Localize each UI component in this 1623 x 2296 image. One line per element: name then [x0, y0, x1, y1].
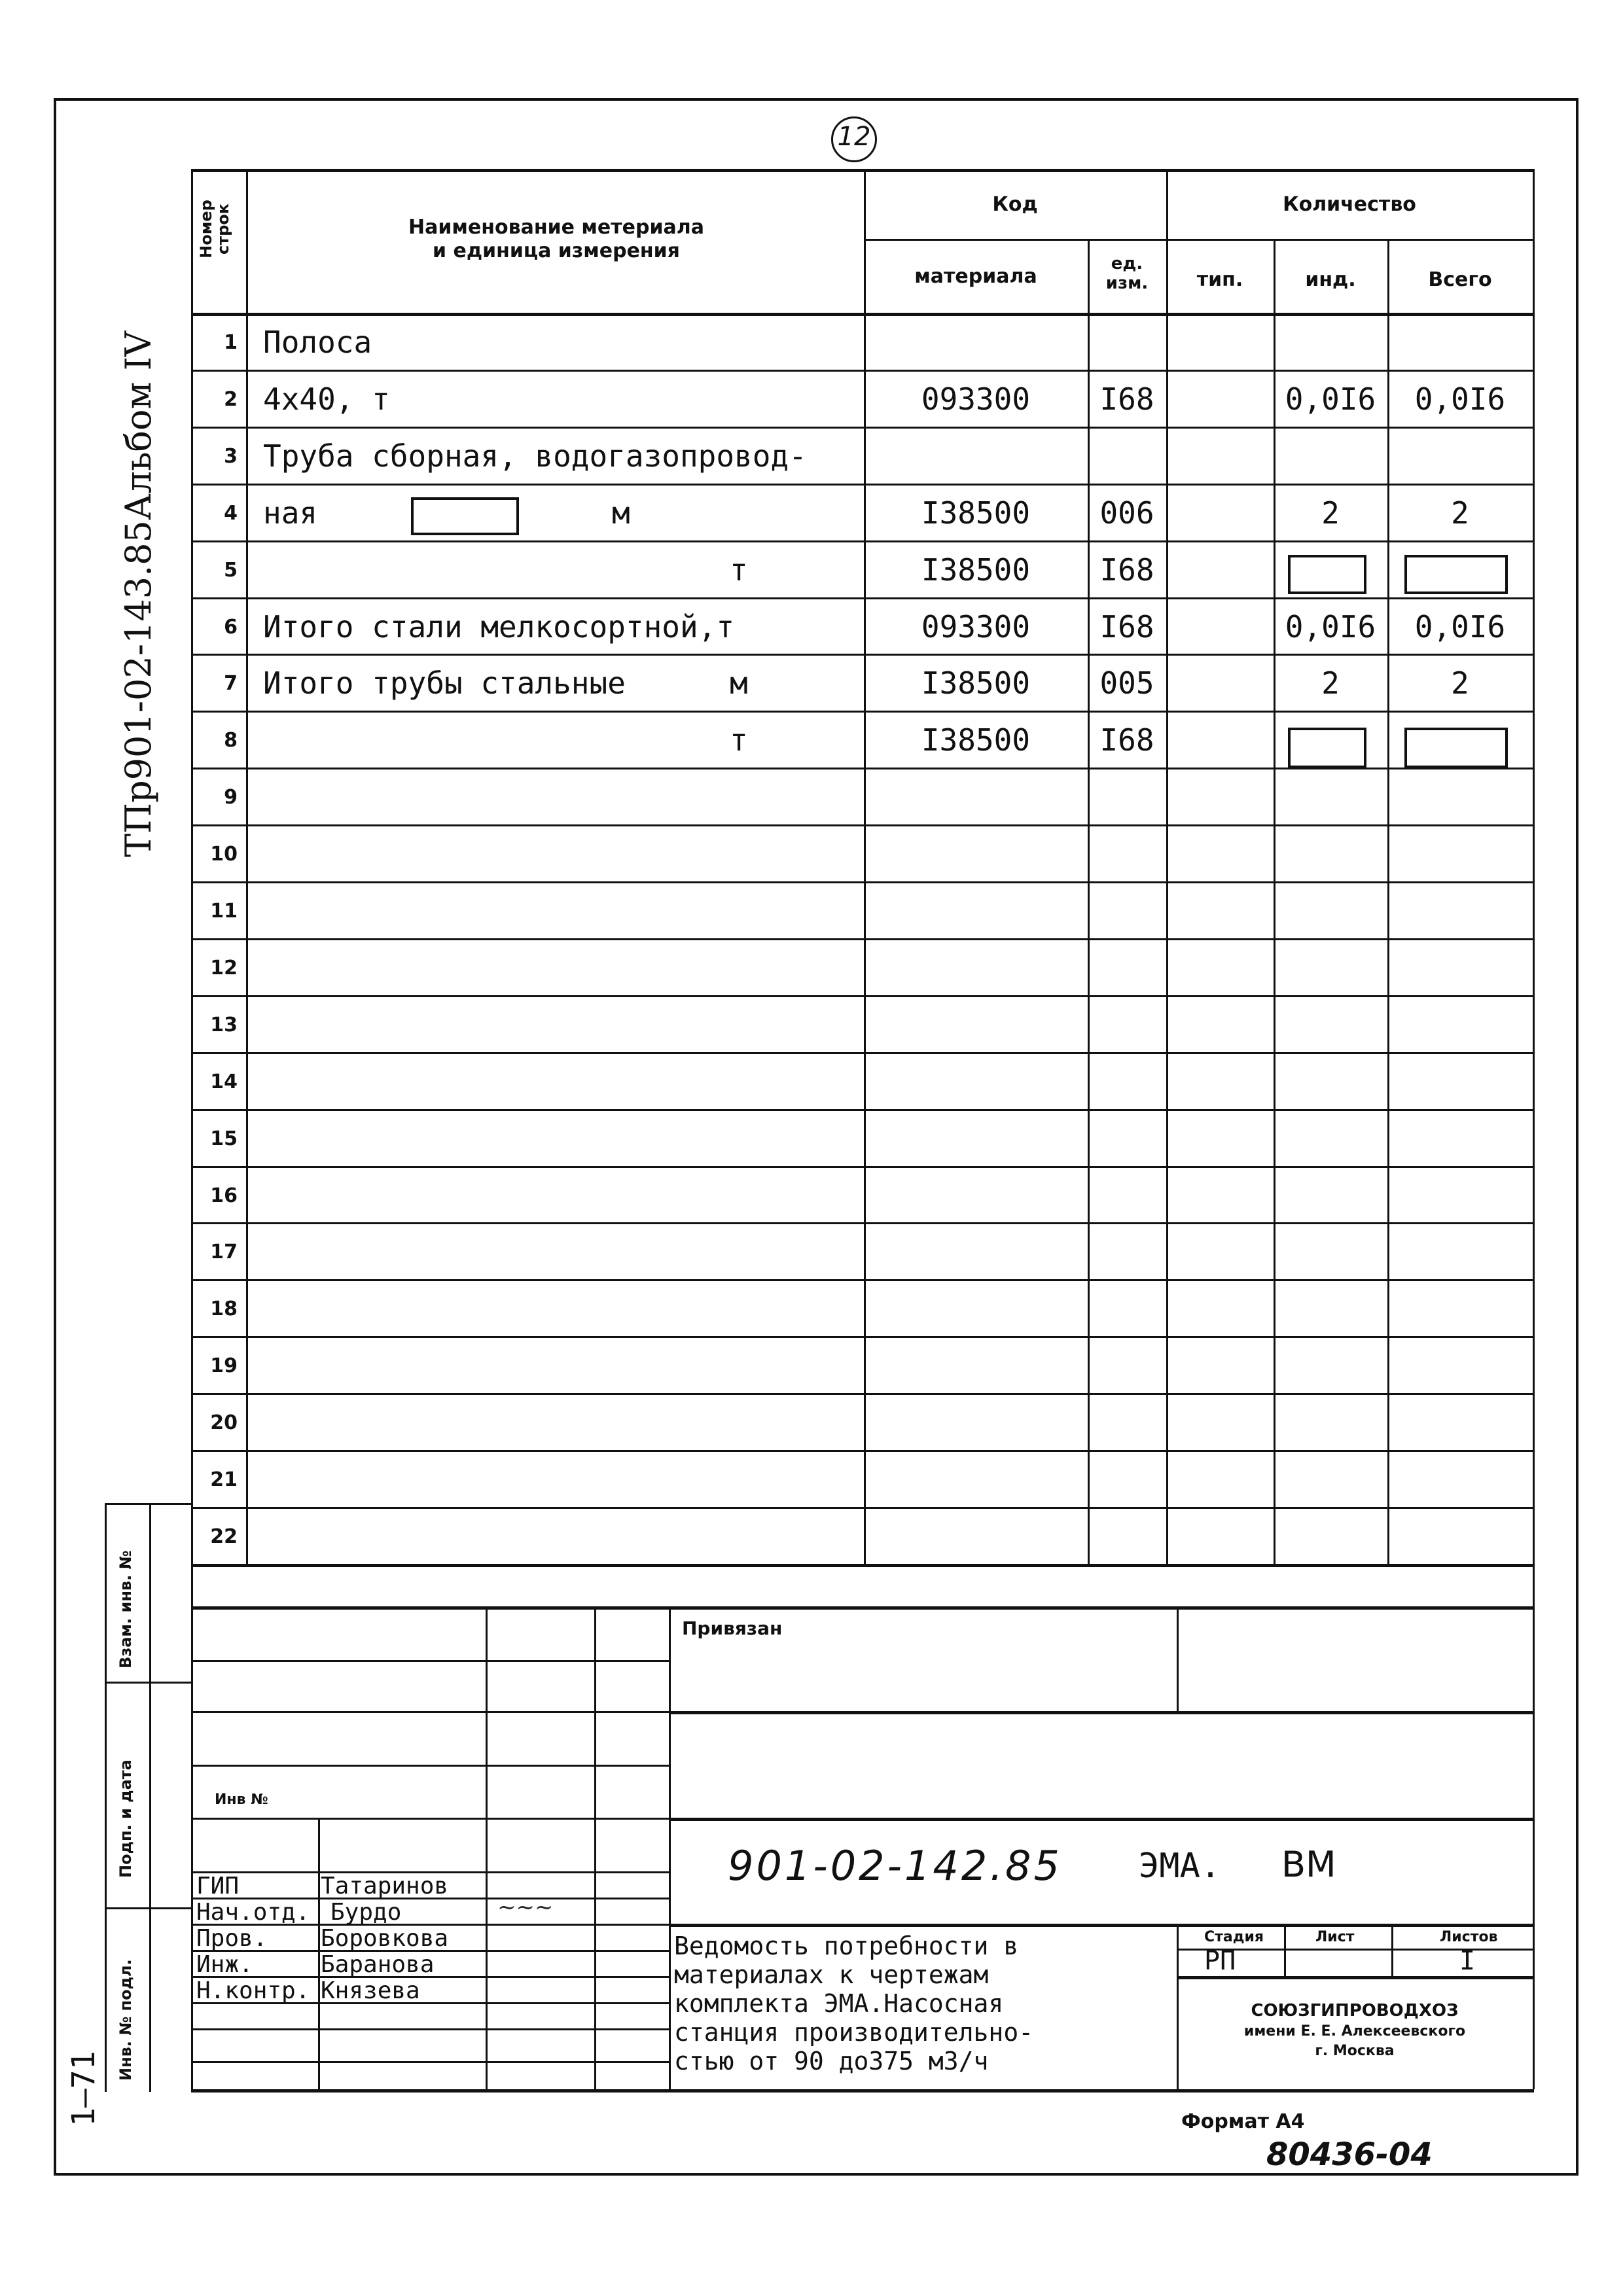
- row-separator: [191, 597, 1533, 599]
- tb-left-row-line: [191, 2028, 669, 2030]
- row-ind: 2: [1321, 495, 1340, 531]
- header-row-no: Номер строк: [197, 200, 232, 258]
- row-number: 5: [224, 558, 238, 582]
- tb-bottom-line: [191, 2089, 1534, 2093]
- row-separator: [191, 654, 1533, 656]
- row-number: 16: [210, 1184, 238, 1207]
- row-number: 6: [224, 615, 238, 639]
- empty-box-row4-name: [411, 497, 519, 535]
- side-strip-div2: [105, 1907, 191, 1909]
- org-line-2: имени Е. Е. Алексеевского: [1243, 2023, 1466, 2040]
- row-ind: 2: [1321, 665, 1340, 701]
- header-code-material: материала: [914, 265, 1037, 288]
- row-number: 13: [210, 1013, 238, 1036]
- row-separator: [191, 1222, 1533, 1224]
- tb-left-row-line: [191, 1818, 669, 1820]
- role-title: ГИП: [196, 1873, 240, 1899]
- row-number: 12: [210, 956, 238, 980]
- row-ind: 0,0I6: [1285, 381, 1376, 417]
- row-number: 18: [210, 1298, 238, 1321]
- tb-col-split: [1177, 1606, 1179, 1711]
- row-separator: [191, 427, 1533, 429]
- row-number: 11: [210, 900, 238, 923]
- header-name: Наименование метериала и единица измерения: [408, 216, 704, 262]
- table-top-line: [191, 169, 1534, 172]
- org-line-3: г. Москва: [1315, 2043, 1395, 2059]
- row-separator: [191, 881, 1533, 883]
- header-quantity: Количество: [1283, 193, 1416, 216]
- row-unit-label: м: [730, 665, 748, 701]
- row-number: 9: [224, 786, 238, 809]
- role-title: Нач.отд.: [196, 1899, 310, 1926]
- row-separator: [191, 711, 1533, 713]
- sheets-label: Листов: [1440, 1929, 1498, 1945]
- col-line-material: [1088, 239, 1090, 1566]
- row-separator: [191, 1109, 1533, 1111]
- tb-col-a: [486, 1606, 488, 2089]
- col-line-name: [864, 169, 866, 1566]
- row-name: Итого стали мелкосортной,т: [263, 609, 735, 645]
- row-separator: [191, 540, 1533, 542]
- sheet-label: Лист: [1315, 1929, 1355, 1945]
- description-line: станция производительно-: [674, 2018, 1034, 2047]
- col-line-ind: [1387, 239, 1389, 1566]
- tb-top-line: [191, 1564, 1534, 1567]
- tb-right-line-1: [669, 1711, 1534, 1714]
- role-title: Н.контр.: [196, 1977, 310, 2004]
- row-unit-label: м: [612, 495, 630, 531]
- row-total: 2: [1451, 495, 1469, 531]
- row-separator: [191, 1393, 1533, 1395]
- row-unit: I68: [1099, 722, 1154, 758]
- row-material: I38500: [921, 552, 1031, 588]
- row-unit: 005: [1099, 665, 1154, 701]
- format-label: Формат А4: [1181, 2110, 1305, 2133]
- row-material: I38500: [921, 722, 1031, 758]
- row-unit: 006: [1099, 495, 1154, 531]
- row-separator: [191, 484, 1533, 486]
- table-left-line: [191, 169, 193, 1567]
- tb-right-line-2: [669, 1818, 1534, 1821]
- row-separator: [191, 938, 1533, 940]
- row-number: 3: [224, 444, 238, 468]
- tb-left-row-line: [191, 1711, 669, 1713]
- row-number: 20: [210, 1411, 238, 1435]
- row-total: 2: [1451, 665, 1469, 701]
- org-line-1: СОЮЗГИПРОВОДХОЗ: [1251, 2001, 1459, 2021]
- role-name: Боровкова: [321, 1925, 449, 1952]
- side-strip-right: [149, 1503, 151, 2092]
- row-name: Труба сборная, водогазопровод-: [263, 438, 807, 474]
- row-name: ная: [263, 495, 318, 531]
- empty-box-row5-ind: [1288, 555, 1366, 594]
- row-separator: [191, 1279, 1533, 1281]
- sheet-number: 12: [837, 122, 871, 152]
- description-line: стью от 90 до375 м3/ч: [674, 2047, 989, 2075]
- row-unit: I68: [1099, 552, 1154, 588]
- row-material: I38500: [921, 665, 1031, 701]
- album-title: ТПр901-02-143.85Альбом IV: [118, 330, 159, 857]
- tb-line-2: [191, 1606, 1534, 1610]
- block-left-line: [191, 1564, 193, 2091]
- doc-suffix: ВМ: [1281, 1844, 1336, 1885]
- tb-left-row-line: [191, 2061, 669, 2063]
- tb-right-line-3: [669, 1924, 1534, 1927]
- row-unit: I68: [1099, 381, 1154, 417]
- row-ind: 0,0I6: [1285, 609, 1376, 645]
- row-number: 15: [210, 1127, 238, 1150]
- description-line: комплекта ЭМА.Насосная: [674, 1989, 1004, 2018]
- row-material: I38500: [921, 495, 1031, 531]
- role-name: Баранова: [321, 1951, 435, 1978]
- tb-left-row-line: [191, 1765, 669, 1767]
- row-total: 0,0I6: [1414, 609, 1506, 645]
- header-qty-ind: инд.: [1305, 268, 1356, 291]
- doc-code: 901-02-142.85: [728, 1842, 1062, 1890]
- row-number: 7: [224, 672, 238, 696]
- role-title: Инж.: [196, 1951, 253, 1978]
- side-strip-top: [105, 1503, 191, 1505]
- description-line: материалах к чертежам: [674, 1960, 989, 1989]
- row-number: 2: [224, 387, 238, 411]
- row-name: Полоса: [263, 325, 372, 360]
- page-code: 1—71: [65, 2051, 102, 2127]
- row-unit: I68: [1099, 609, 1154, 645]
- row-separator: [191, 1052, 1533, 1054]
- side-strip-left: [105, 1503, 107, 2092]
- row-number: 21: [210, 1468, 238, 1491]
- header-code-unit: ед. изм.: [1105, 254, 1149, 293]
- row-total: 0,0I6: [1414, 381, 1506, 417]
- row-number: 4: [224, 501, 238, 525]
- row-material: 093300: [921, 609, 1031, 645]
- side-label-inv: Инв. № подл.: [116, 1959, 135, 2081]
- col-line-rowno: [246, 169, 248, 1566]
- row-separator: [191, 995, 1533, 997]
- row-material: 093300: [921, 381, 1031, 417]
- doc-mark: ЭМА.: [1139, 1846, 1221, 1886]
- header-bottom-line: [191, 313, 1534, 316]
- row-number: 19: [210, 1354, 238, 1378]
- stage-value: РП: [1204, 1946, 1236, 1976]
- row-number: 1: [224, 331, 238, 354]
- row-separator: [191, 370, 1533, 372]
- row-separator: [191, 1166, 1533, 1168]
- side-label-vzam: Взам. инв. №: [116, 1550, 135, 1669]
- row-number: 22: [210, 1525, 238, 1548]
- header-qty-typ: тип.: [1196, 268, 1243, 291]
- role-title: Пров.: [196, 1925, 268, 1952]
- role-name: Князева: [321, 1977, 420, 2004]
- empty-box-row8-total: [1404, 728, 1508, 768]
- description-line: Ведомость потребности в: [674, 1932, 1019, 1960]
- row-number: 10: [210, 843, 238, 866]
- row-number: 8: [224, 729, 238, 752]
- row-name: 4х40, т: [263, 381, 390, 417]
- role-name: Бурдо: [330, 1899, 402, 1926]
- row-number: 17: [210, 1241, 238, 1264]
- tb-stage-bottom: [1177, 1976, 1533, 1979]
- empty-box-row5-total: [1404, 555, 1508, 594]
- row-unit-label: т: [730, 722, 748, 758]
- table-right-line: [1533, 169, 1535, 2089]
- row-separator: [191, 1507, 1533, 1509]
- tb-col-c: [669, 1606, 671, 2089]
- tb-col-b: [594, 1606, 596, 2089]
- sheets-value: I: [1459, 1946, 1476, 1976]
- stage-label: Стадия: [1204, 1929, 1264, 1945]
- archive-number: 80436-04: [1266, 2136, 1433, 2173]
- row-unit-label: т: [730, 552, 748, 588]
- tb-left-row-line: [191, 1660, 669, 1662]
- row-separator: [191, 1336, 1533, 1338]
- col-line-typ: [1274, 239, 1275, 1566]
- role-name: Татаринов: [321, 1873, 449, 1899]
- header-code: Код: [992, 193, 1038, 216]
- side-label-podp: Подп. и дата: [116, 1759, 135, 1878]
- col-line-unit: [1166, 169, 1168, 1566]
- side-strip-div1: [105, 1682, 191, 1684]
- privyazan-label: Привязан: [682, 1617, 783, 1639]
- signature-scribbles: ~~~: [497, 1894, 554, 1920]
- row-separator: [191, 1450, 1533, 1452]
- empty-box-row8-ind: [1288, 728, 1366, 768]
- header-qty-total: Всего: [1428, 268, 1492, 291]
- row-name: Итого трубы стальные: [263, 665, 626, 701]
- header-sub-line: [864, 239, 1533, 241]
- row-number: 14: [210, 1070, 238, 1093]
- inv-no-label: Инв №: [215, 1792, 268, 1808]
- row-separator: [191, 824, 1533, 826]
- tb-col-name: [318, 1818, 320, 2089]
